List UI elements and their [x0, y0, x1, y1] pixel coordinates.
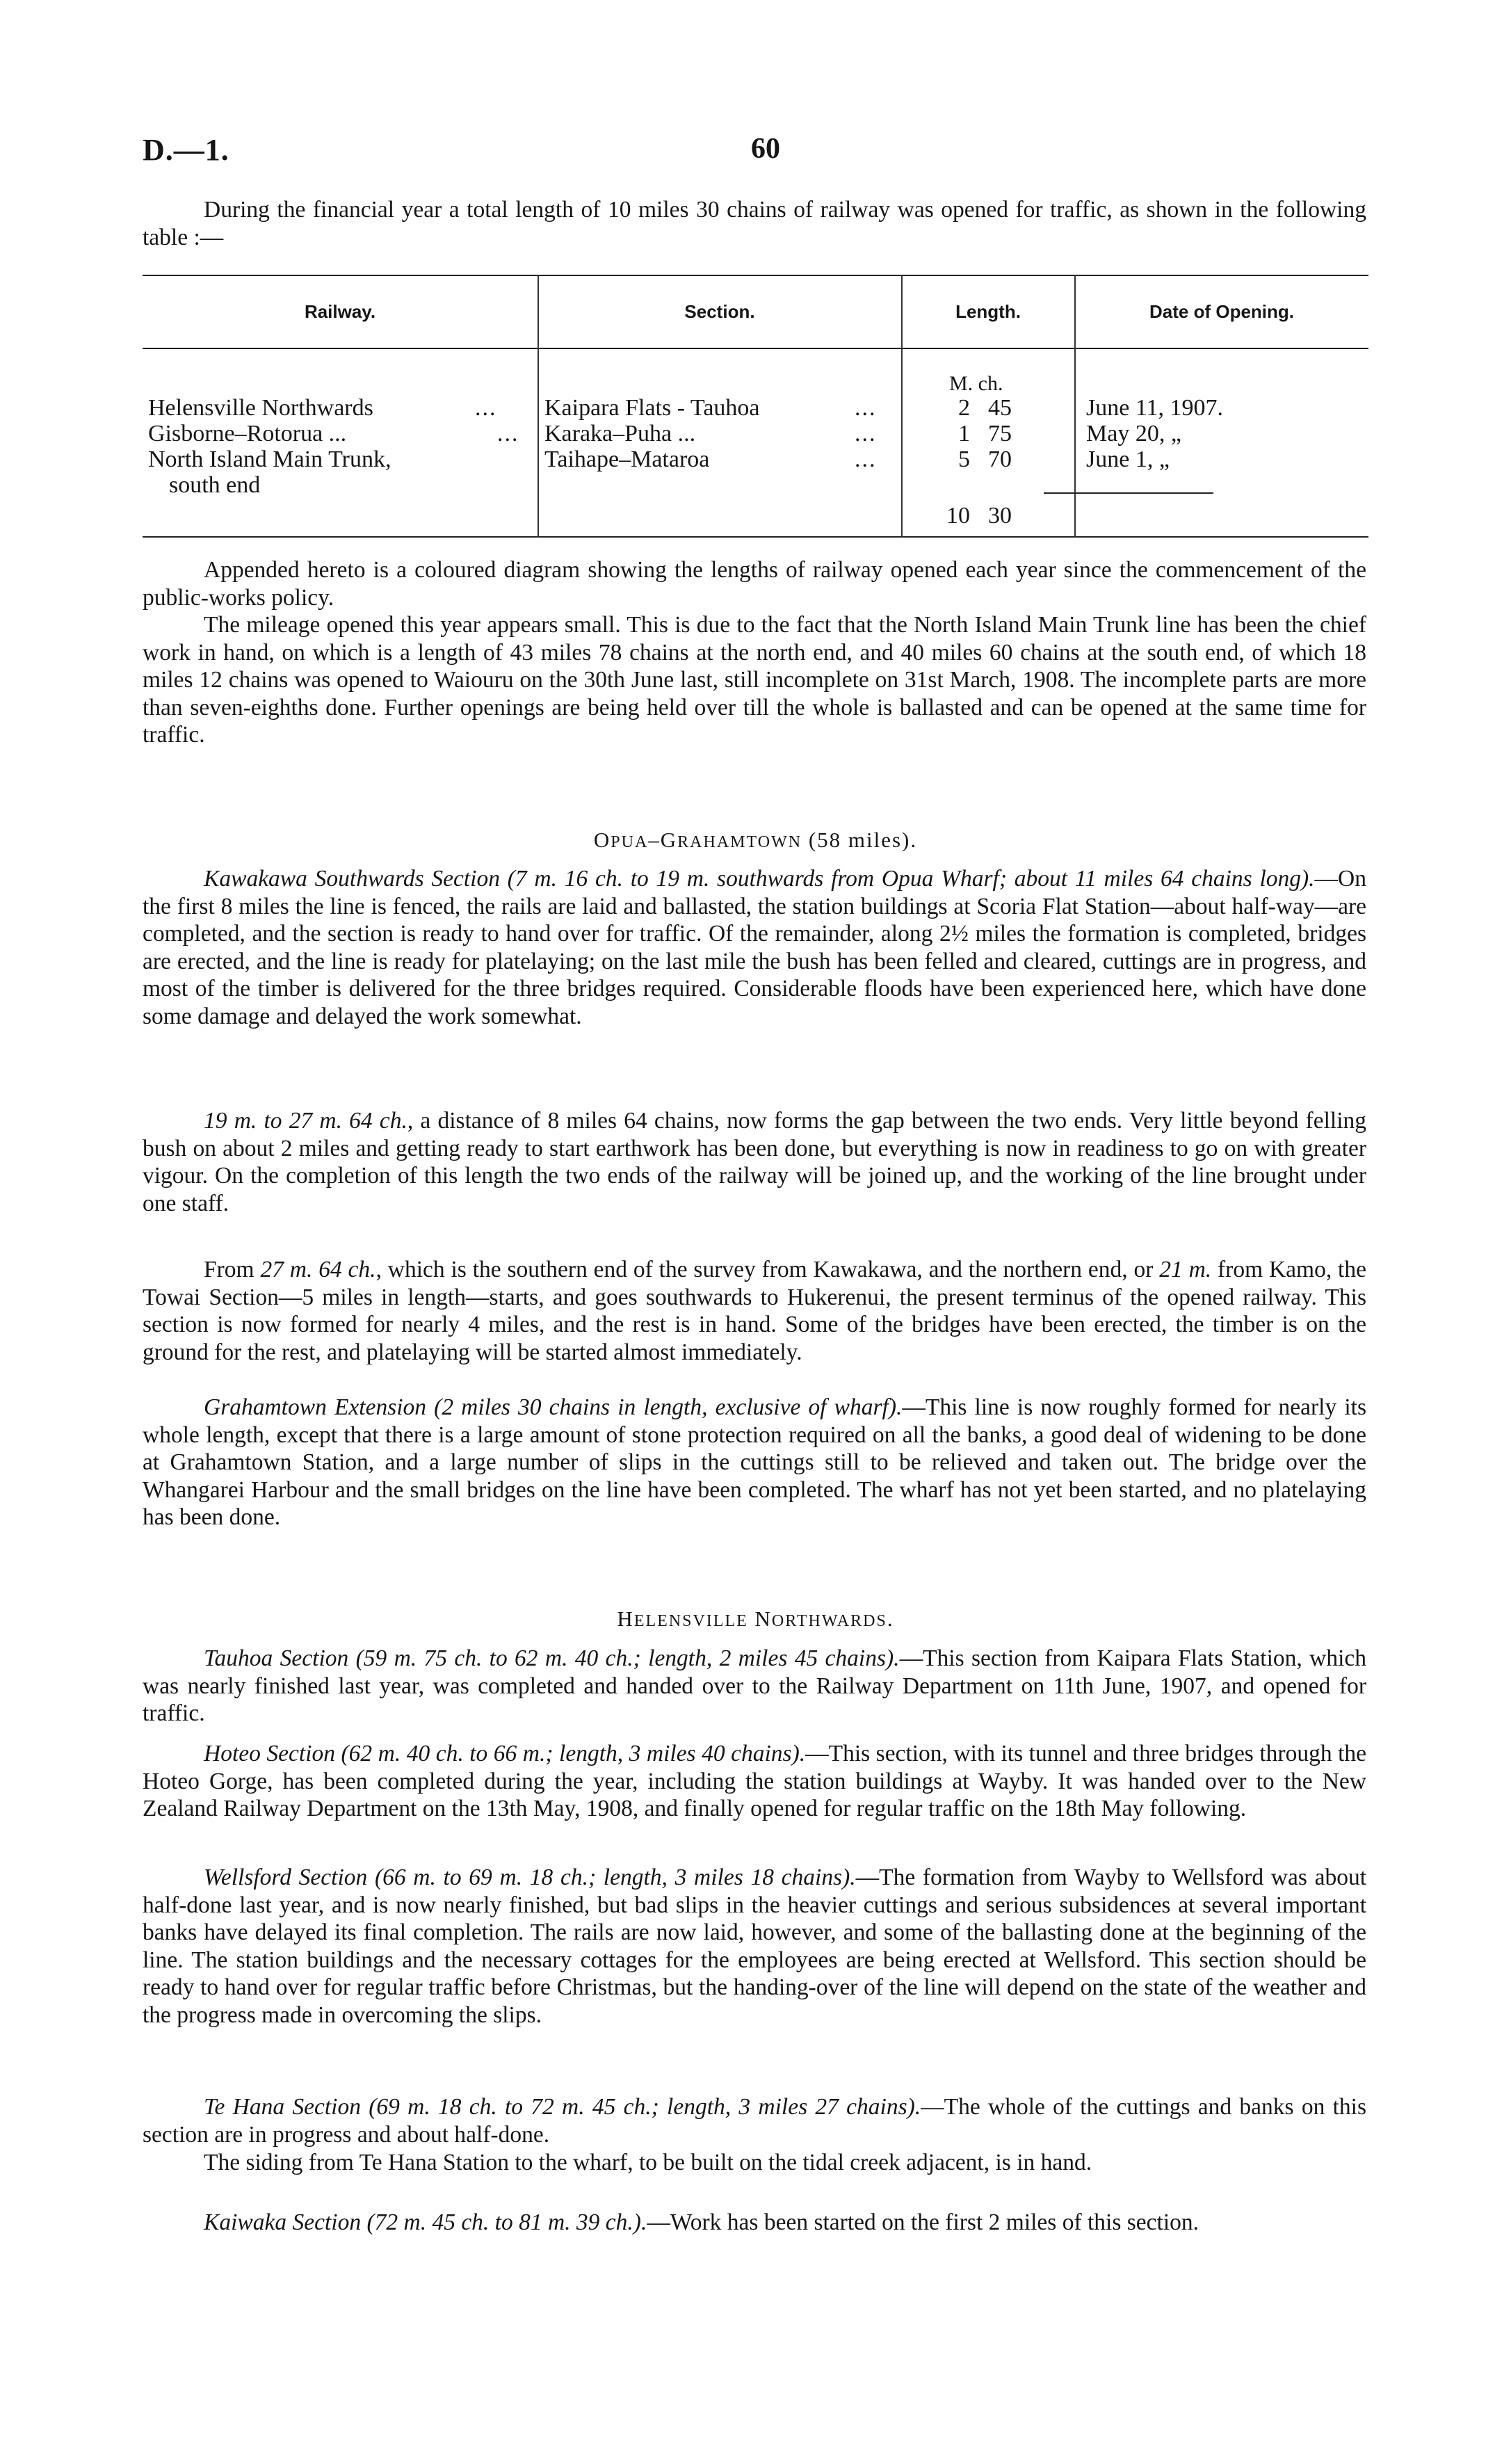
leader-dots: ... [855, 395, 877, 421]
openings-table [143, 275, 1368, 538]
column-header-railway: Railway. [304, 301, 376, 322]
column-header-section: Section. [684, 301, 755, 322]
grahamtown-paragraph: Grahamtown Extension (2 miles 30 chains in length, exclusive of wharf).—This line is now roughly formed for nearly its whole length, except that there is a large amount of stone protection required on all the banks, a good deal of widening to be done at Grahamtown Station, and a large number of slips in the cuttings still to be relieved and taken out. The bridge over the Whangarei Harbour and the small bridges on the line have been completed. The wharf has not yet been started, and no platelaying has been done. [143, 1394, 1366, 1530]
page-header [143, 132, 1373, 174]
towai-paragraph: From 27 m. 64 ch., which is the southern end of the survey from Kawakawa, and the northern end, or 21 m. from Kamo, the Towai Section—5 miles in length—starts, and goes southwards to Hukerenui, the present terminus of the opened railway. This section is now formed for nearly 4 miles, and the rest is in hand. Some of the bridges have been erected, the timber is on the ground for the rest, and platelaying will be started almost immediately. [143, 1257, 1366, 1365]
opening-date: June 1, „ [1086, 446, 1170, 472]
length-unit-label: M. ch. [949, 372, 1003, 395]
length-miles: 1 [958, 421, 970, 446]
kaiwaka-paragraph: Kaiwaka Section (72 m. 45 ch. to 81 m. 39 ch.).—Work has been started on the first 2 miles of this section. [204, 2209, 1199, 2235]
railway-name: Helensville Northwards [148, 395, 373, 421]
column-header-length: Length. [955, 301, 1021, 322]
section-name: Taihape–Mataroa [544, 446, 710, 472]
table-bottom-rule [143, 536, 1368, 538]
total-rule [1044, 492, 1213, 494]
length-chains: 75 [988, 421, 1012, 446]
table-top-rule [143, 275, 1368, 276]
section-heading-opua: OPUA–GRAHAMTOWN (58 miles). [593, 828, 918, 852]
total-miles: 10 [946, 503, 970, 529]
te-hana-paragraph: Te Hana Section (69 m. 18 ch. to 72 m. 45 ch.; length, 3 miles 27 chains).—The whole of the cuttings and banks on this section are in progress and about half-done. [143, 2094, 1367, 2148]
gap-paragraph: 19 m. to 27 m. 64 ch., a distance of 8 miles 64 chains, now forms the gap between the two ends. Very little beyond felling bush on about 2 miles and getting ready to start earthwork has been done, but everything is now in readiness to go on with greater vigour. On the completion of this length the two ends of the railway will be joined up, and the working of the line brought under one staff. [143, 1108, 1366, 1216]
section-name: Kaipara Flats - Tauhoa [544, 395, 760, 421]
total-chains: 30 [988, 503, 1012, 529]
hoteo-paragraph: Hoteo Section (62 m. 40 ch. to 66 m.; length, 3 miles 40 chains).—This section, with its tunnel and three bridges through the Hoteo Gorge, has been completed during the year, including the station buildings at Wayby. It was handed over to the New Zealand Railway Department on the 13th May, 1908, and finally opened for regular traffic on the 18th May following. [143, 1741, 1366, 1821]
page-id: D.—1. [143, 133, 229, 167]
siding-paragraph: The siding from Te Hana Station to the wharf, to be built on the tidal creek adjacent, is in hand. [204, 2150, 1092, 2175]
section-heading-helensville: HELENSVILLE NORTHWARDS. [617, 1607, 894, 1631]
opening-date: May 20, „ [1086, 421, 1181, 446]
appended-paragraph: Appended hereto is a coloured diagram showing the lengths of railway opened each year since the commencement of the public-works policy. [143, 557, 1366, 611]
kawakawa-paragraph: Kawakawa Southwards Section (7 m. 16 ch. to 19 m. southwards from Opua Wharf; about 11 miles 64 chains long).—On the first 8 miles the line is fenced, the rails are laid and ballasted, the station buildings at Scoria Flat Station—about half-way—are completed, and the section is ready to hand over for traffic. Of the remainder, along 2½ miles the formation is completed, bridges are erected, and the line is ready for platelaying; on the last mile the bush has been felled and cleared, cuttings are in progress, and most of the timber is delivered for the three bridges required. Considerable floods have been experienced here, which have done some damage and delayed the work somewhat. [143, 866, 1366, 1029]
table-header-rule [143, 348, 1368, 349]
leader-dots: ... [497, 421, 519, 446]
leader-dots: ... [475, 395, 497, 421]
page-number: 60 [751, 133, 780, 165]
section-name: Karaka–Puha ... [544, 421, 696, 446]
railway-name: Gisborne–Rotorua ... [148, 421, 347, 446]
length-miles: 5 [958, 446, 970, 472]
railway-name: North Island Main Trunk, [148, 446, 391, 472]
intro-paragraph: During the financial year a total length of 10 miles 30 chains of railway was opened for traffic, as shown in the following table :— [143, 197, 1366, 250]
mileage-paragraph: The mileage opened this year appears small. This is due to the fact that the North Island Main Trunk line has been the chief work in hand, on which is a length of 43 miles 78 chains at the north end, and 40 miles 60 chains at the south end, of which 18 miles 12 chains was opened to Waiouru on the 30th June last, still incomplete on 31st March, 1908. The incomplete parts are more than seven-eighths done. Further openings are being held over till the whole is ballasted and can be opened at the same time for traffic. [143, 612, 1366, 748]
railway-name-continued: south end [169, 472, 261, 498]
length-chains: 70 [988, 446, 1012, 472]
opening-date: June 11, 1907. [1086, 395, 1224, 421]
leader-dots: ... [855, 446, 877, 472]
wellsford-paragraph: Wellsford Section (66 m. to 69 m. 18 ch.; length, 3 miles 18 chains).—The formation from Wayby to Wellsford was about half-done last year, and is now nearly finished, but bad slips in the heavier cuttings and serious subsidences at several important banks have delayed its final completion. The rails are now laid, however, and some of the ballasting done at the beginning of the line. The station buildings and the necessary cottages for the employees are being erected at Wellsford. This section should be ready to hand over for regular traffic before Christmas, but the handing-over of the line will depend on the state of the weather and the progress made in overcoming the slips. [143, 1865, 1366, 2028]
leader-dots: ... [855, 421, 877, 446]
tauhoa-paragraph: Tauhoa Section (59 m. 75 ch. to 62 m. 40 ch.; length, 2 miles 45 chains).—This section from Kaipara Flats Station, which was nearly finished last year, was completed and handed over to the Railway Department on 11th June, 1907, and opened for traffic. [143, 1645, 1366, 1726]
length-chains: 45 [988, 395, 1012, 421]
column-header-date: Date of Opening. [1149, 301, 1294, 322]
length-miles: 2 [958, 395, 970, 421]
